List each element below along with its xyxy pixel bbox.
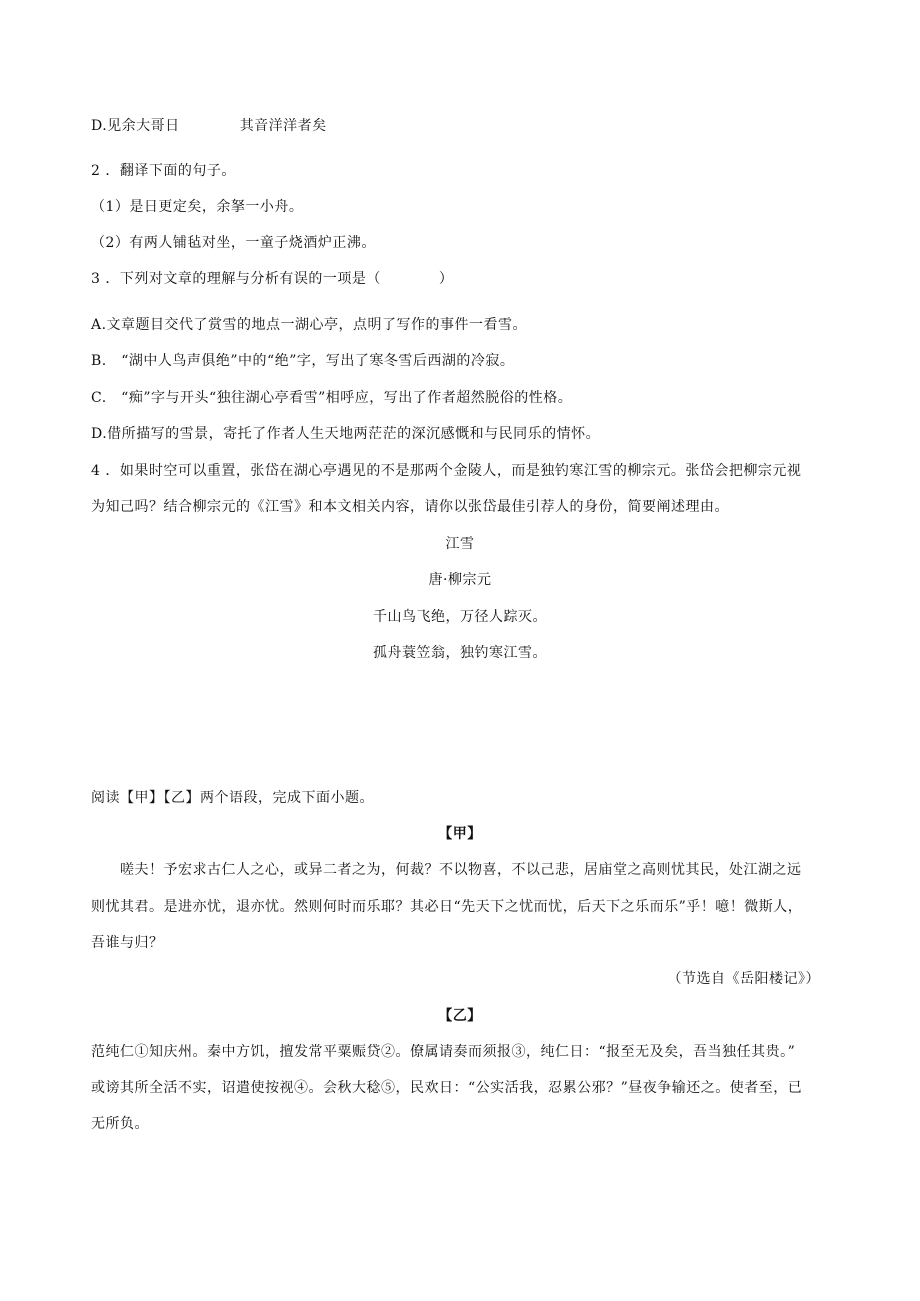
jia-line-1: 嗟夫！予宏求古仁人之心，或异二者之为，何裁？不以物喜，不以己悲，居庙堂之高则忧其民，处江湖之远 <box>120 862 802 878</box>
q3-stem: 3 ．下列对文章的理解与分析有误的一项是（ ） <box>91 271 454 287</box>
q1-option-d-right: 其音洋洋者矣 <box>239 118 327 134</box>
q2-sentence-2: （2）有两人铺毡对坐，一童子烧酒炉正沸。 <box>91 235 376 251</box>
q2-stem: 2 ．翻译下面的句子。 <box>91 163 236 179</box>
q1-option-d <box>91 116 327 136</box>
yi-heading: 【乙】 <box>438 1008 482 1024</box>
reading-intro: 阅读【甲】【乙】两个语段，完成下面小题。 <box>91 790 374 806</box>
q3-option-d: D.借所描写的雪景，寄托了作者人生天地两茫茫的深沉感慨和与民同乐的情怀。 <box>91 426 601 442</box>
yi-line-1: 范纯仁①知庆州。秦中方饥，擅发常平粟赈贷②。僚属请奏而须报③，纯仁日：“报至无及矣，吾当独任其贵。” <box>91 1044 796 1060</box>
poem-line-1: 千山鸟飞绝，万径人踪灭。 <box>373 609 547 625</box>
q2-sentence-1: （1）是日更定矣，余拏一小舟。 <box>91 199 304 215</box>
q3-option-b: B. “湖中人鸟声俱绝”中的“绝”字，写出了寒冬雪后西湖的冷寂。 <box>91 353 515 369</box>
jia-source: （节选自《岳阳楼记》） <box>667 971 820 987</box>
q3-option-a: A.文章题目交代了赏雪的地点一湖心亭，点明了写作的事件一看雪。 <box>91 317 528 333</box>
q1-option-d-left: D.见余大哥日 <box>91 118 180 134</box>
q4-line-2: 为知己吗？结合柳宗元的《江雪》和本文相关内容，请你以张岱最佳引荐人的身份，简要阐述理由。 <box>91 499 729 515</box>
jia-heading: 【甲】 <box>438 826 482 842</box>
jia-line-2: 则忧其君。是进亦忧，退亦忧。然则何时而乐耶？其必日“先天下之忧而忧，后天下之乐而乐”乎！噫！微斯人， <box>91 899 803 915</box>
q3-option-c: C. “痴”字与开头“独往湖心亭看雪”相呼应，写出了作者超然脱俗的性格。 <box>91 390 573 406</box>
yi-line-3: 无所负。 <box>91 1116 149 1132</box>
q4-line-1: 4 ．如果时空可以重置，张岱在湖心亭遇见的不是那两个金陵人，而是独钓寒江雪的柳宗元。张岱会把柳宗元视 <box>91 463 802 479</box>
poem-line-2: 孤舟蓑笠翁，独钓寒江雪。 <box>373 645 547 661</box>
poem-author: 唐·柳宗元 <box>428 572 492 588</box>
yi-line-2: 或谤其所全活不实，诏遣使按视④。会秋大稔⑤，民欢日：“公实活我，忍累公邪？”昼夜争输还之。使者至，已 <box>91 1080 803 1096</box>
poem-title: 江雪 <box>445 536 475 552</box>
jia-line-3: 吾谁与归？ <box>91 935 164 951</box>
